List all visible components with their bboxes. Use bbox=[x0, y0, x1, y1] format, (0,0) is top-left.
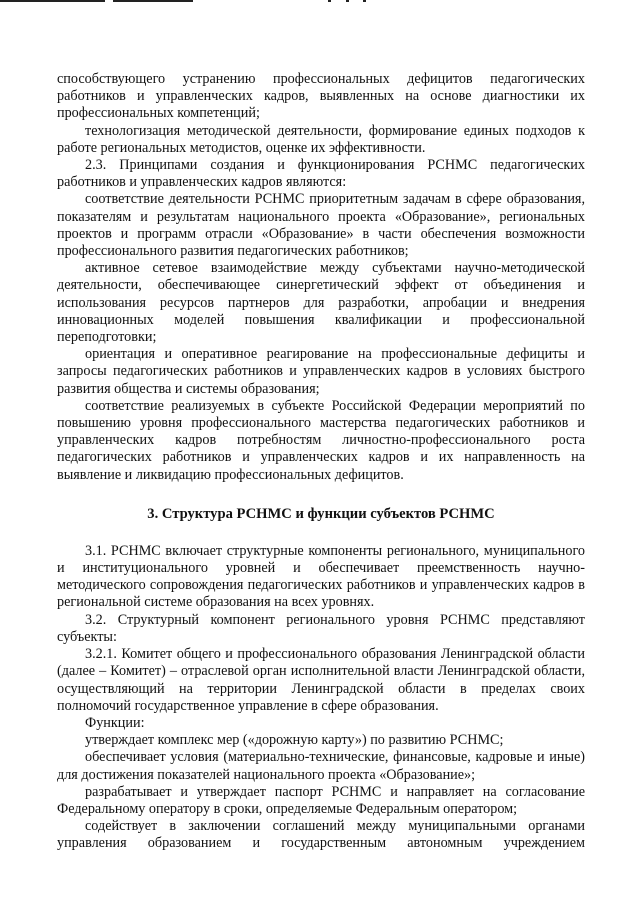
scan-top-edge bbox=[0, 0, 640, 6]
document-page bbox=[57, 71, 585, 853]
paragraph: утверждает комплекс мер («дорожную карту») по развитию РСНМС; bbox=[85, 732, 504, 749]
paragraph: разрабатывает и утверждает паспорт РСНМС и направляет на согласование Федеральному оператору в сроки, определяемые Федеральным оператором; bbox=[57, 783, 585, 817]
section-3-body bbox=[57, 543, 585, 853]
paragraph: 3.2.1. Комитет общего и профессионального образования Ленинградской области (далее – Комитет) – отраслевой орган исполнительной власти Ленинградской области, осуществляющий на территории Ленинградской области в пределах своих полномочий государственное управление в сфере образования. bbox=[57, 646, 585, 714]
paragraph: технологизация методической деятельности, формирование единых подходов к работе региональных методистов, оценке их эффективности. bbox=[57, 122, 585, 156]
paragraph: Функции: bbox=[85, 714, 145, 731]
paragraph: способствующего устранению профессиональных дефицитов педагогических работников и управленческих кадров, выявленных на основе диагностики их профессиональных компетенций; bbox=[57, 71, 585, 122]
paragraph: 2.3. Принципами создания и функционирования РСНМС педагогических работников и управленческих кадров являются: bbox=[57, 157, 585, 191]
paragraph: соответствие деятельности РСНМС приоритетным задачам в сфере образования, показателям и результатам национального проекта «Образование», региональных проектов и программ отрасли «Образование» в части обеспечения возможности профессионального развития педагогических работников; bbox=[57, 191, 585, 260]
paragraph: содействует в заключении соглашений между муниципальными органами управления образованием и государственным автономным учреждением bbox=[57, 818, 585, 852]
paragraph: 3.1. РСНМС включает структурные компоненты регионального, муниципального и институционального уровней и обеспечивает преемственность научно-методического сопровождения педагогических работников и управленческих кадров в региональной системе образования на всех уровнях. bbox=[57, 542, 585, 611]
paragraph: соответствие реализуемых в субъекте Российской Федерации мероприятий по повышению уровня профессионального мастерства педагогических работников и управленческих кадров потребностям личностно-профессионального роста педагогических работников и управленческих кадров и их направленность на выявление и ликвидацию профессиональных дефицитов. bbox=[57, 397, 585, 483]
paragraph: 3.2. Структурный компонент регионального уровня РСНМС представляют субъекты: bbox=[57, 611, 585, 645]
section-2-continuation bbox=[57, 71, 585, 484]
paragraph: ориентация и оперативное реагирование на профессиональные дефициты и запросы педагогических работников и управленческих кадров в условиях быстрого развития общества и системы образования; bbox=[57, 346, 585, 397]
paragraph: обеспечивает условия (материально-технические, финансовые, кадровые и иные) для достижения показателей национального проекта «Образование»; bbox=[57, 749, 585, 783]
section-heading: 3. Структура РСНМС и функции субъектов РСНМС bbox=[147, 505, 495, 522]
paragraph: активное сетевое взаимодействие между субъектами научно-методической деятельности, обеспечивающее синергетический эффект от объединения и использования ресурсов партнеров для разработки, апробации и внедрения инновационных моделей повышения квалификации и профессиональной переподготовки; bbox=[57, 260, 585, 346]
